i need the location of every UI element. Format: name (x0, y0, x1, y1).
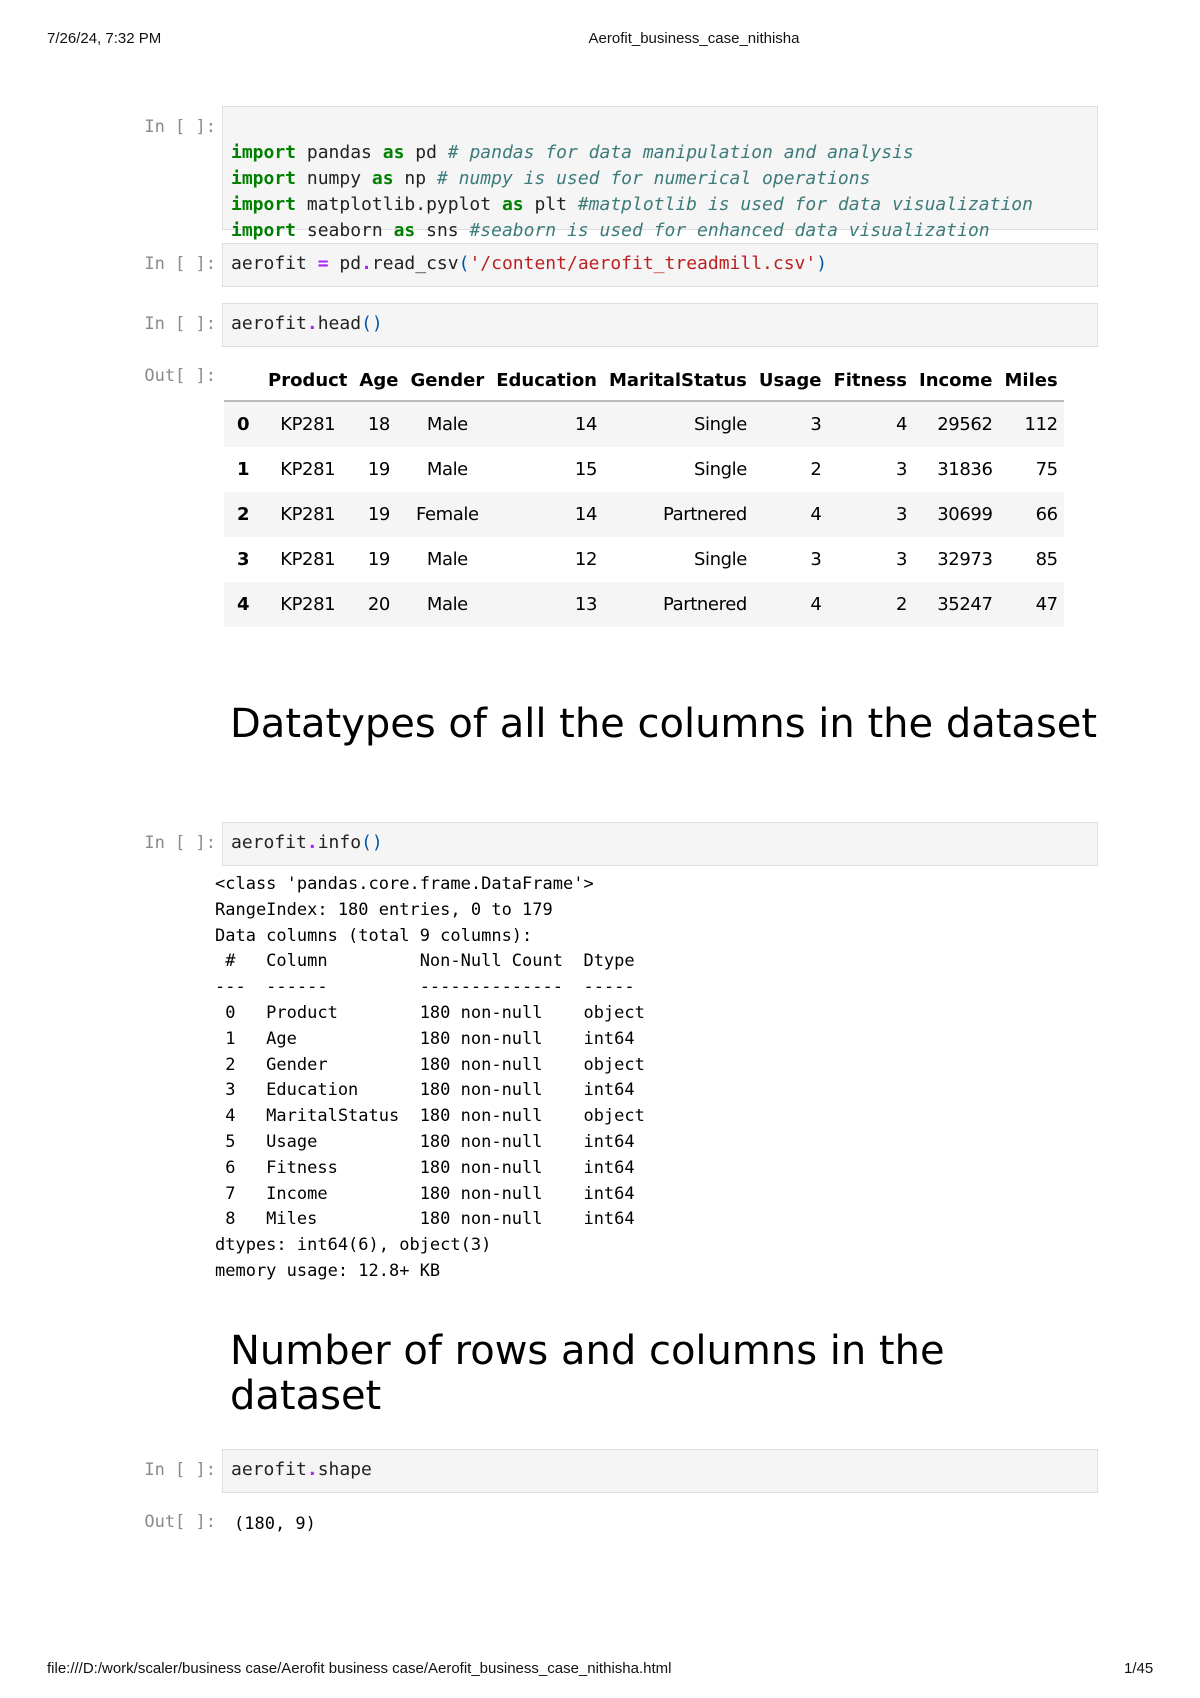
code-line: import seaborn as sns #seaborn is used for enhanced data visualization (231, 220, 990, 241)
table-header-row (224, 360, 1064, 401)
section-heading-shape: Number of rows and columns in the dataset (230, 1328, 945, 1419)
table-cell: 29562 (937, 414, 993, 435)
output-line: 2 Gender 180 non-null object (215, 1054, 645, 1075)
output-line: # Column Non-Null Count Dtype (215, 951, 645, 972)
output-line: dtypes: int64(6), object(3) (215, 1235, 492, 1256)
table-cell: 2 (895, 594, 907, 615)
column-header: Product (268, 369, 348, 391)
table-cell: 112 (1024, 414, 1058, 435)
table-cell: 2 (810, 459, 822, 480)
output-line: 8 Miles 180 non-null int64 (215, 1209, 645, 1230)
table-cell: 19 (367, 504, 390, 525)
table-cell: Single (693, 414, 747, 435)
table-cell: 3 (810, 414, 822, 435)
table-cell: 3 (810, 549, 822, 570)
column-header: MaritalStatus (609, 369, 747, 391)
code-line: import pandas as pd # pandas for data manipulation and analysis (231, 142, 914, 163)
output-line: 7 Income 180 non-null int64 (215, 1183, 645, 1204)
column-header: Age (359, 369, 399, 391)
output-line: 0 Product 180 non-null object (215, 1002, 645, 1023)
output-line: 1 Age 180 non-null int64 (215, 1028, 645, 1049)
code-cell-read-csv[interactable] (222, 243, 1098, 287)
code-cell-info[interactable] (222, 822, 1098, 866)
file-path: file:///D:/work/scaler/business case/Aerofit business case/Aerofit_business_case_nithisha.html (47, 1660, 672, 1677)
table-cell: Single (693, 549, 747, 570)
table-cell: Male (426, 594, 468, 615)
table-cell: 66 (1035, 504, 1058, 525)
row-index: 3 (236, 549, 250, 570)
input-prompt: In [ ]: (144, 833, 216, 853)
code-text: aerofit = pd.read_csv('/content/aerofit_treadmill.csv') (231, 253, 828, 274)
output-line: RangeIndex: 180 entries, 0 to 179 (215, 899, 553, 920)
table-cell: Partnered (662, 504, 747, 525)
table-cell: 31836 (937, 459, 993, 480)
table-cell: KP281 (280, 594, 336, 615)
table-cell: Single (693, 459, 747, 480)
table-row (224, 582, 1064, 627)
table-cell: 32973 (937, 549, 993, 570)
table-row (224, 447, 1064, 492)
row-index: 4 (236, 594, 250, 615)
index-header (224, 360, 262, 401)
output-prompt: Out[ ]: (144, 366, 216, 386)
head-dataframe-table (224, 360, 1064, 627)
table-cell: 85 (1035, 549, 1058, 570)
output-line: memory usage: 12.8+ KB (215, 1260, 441, 1281)
input-prompt: In [ ]: (144, 1460, 216, 1480)
table-cell: 47 (1035, 594, 1058, 615)
column-header: Income (919, 369, 993, 391)
table-cell: 15 (574, 459, 598, 480)
table-cell: KP281 (280, 549, 336, 570)
output-line: <class 'pandas.core.frame.DataFrame'> (215, 874, 594, 894)
table-cell: 19 (367, 549, 390, 570)
row-index: 2 (236, 504, 250, 525)
table-cell: Partnered (662, 594, 747, 615)
code-cell-head[interactable] (222, 303, 1098, 347)
table-cell: 4 (895, 414, 907, 435)
table-cell: 4 (810, 594, 822, 615)
input-prompt: In [ ]: (144, 117, 216, 137)
code-line: import matplotlib.pyplot as plt #matplotlib is used for data visualization (231, 194, 1033, 215)
row-index: 1 (236, 459, 250, 480)
column-header: Education (496, 369, 598, 391)
print-date: 7/26/24, 7:32 PM (47, 30, 162, 47)
section-heading-datatypes: Datatypes of all the columns in the dataset (230, 701, 1098, 747)
page-number: 1/45 (1124, 1660, 1154, 1677)
code-text: aerofit.head() (231, 313, 383, 334)
code-line: import numpy as np # numpy is used for numerical operations (231, 168, 871, 189)
table-cell: Male (426, 549, 468, 570)
column-header: Miles (1004, 369, 1058, 391)
table-cell: 3 (895, 549, 907, 570)
table-row (224, 537, 1064, 582)
table-cell: 3 (895, 459, 907, 480)
table-cell: 75 (1035, 459, 1058, 480)
table-cell: 4 (810, 504, 822, 525)
code-text: aerofit.shape (231, 1459, 372, 1480)
table-cell: 18 (367, 414, 390, 435)
table-cell: 13 (574, 594, 598, 615)
table-cell: 30699 (937, 504, 993, 525)
table-cell: Male (426, 459, 468, 480)
output-line: 4 MaritalStatus 180 non-null object (215, 1106, 645, 1127)
code-cell-shape[interactable] (222, 1449, 1098, 1493)
shape-output: (180, 9) (234, 1514, 316, 1534)
output-line: 6 Fitness 180 non-null int64 (215, 1157, 645, 1178)
table-cell: 14 (574, 504, 598, 525)
output-line: 5 Usage 180 non-null int64 (215, 1131, 645, 1152)
info-output (215, 872, 645, 1285)
table-cell: 35247 (937, 594, 993, 615)
table-cell: KP281 (280, 414, 336, 435)
table-cell: Female (416, 504, 479, 525)
column-header: Usage (758, 369, 822, 391)
table-cell: Male (426, 414, 468, 435)
document-title: Aerofit_business_case_nithisha (588, 30, 800, 47)
column-header: Fitness (833, 369, 907, 391)
input-prompt: In [ ]: (144, 254, 216, 274)
code-cell-imports[interactable] (222, 106, 1098, 241)
table-cell: 3 (895, 504, 907, 525)
table-cell: 19 (367, 459, 390, 480)
output-line: Data columns (total 9 columns): (215, 925, 533, 946)
column-header: Gender (410, 369, 485, 391)
table-cell: KP281 (280, 504, 336, 525)
input-prompt: In [ ]: (144, 314, 216, 334)
output-prompt: Out[ ]: (144, 1512, 216, 1532)
table-row (224, 492, 1064, 537)
table-cell: 20 (367, 594, 390, 615)
code-text: aerofit.info() (231, 832, 383, 853)
output-line: --- ------ -------------- ----- (215, 977, 645, 998)
table-cell: 14 (574, 414, 598, 435)
table-cell: KP281 (280, 459, 336, 480)
table-row (224, 401, 1064, 447)
row-index: 0 (236, 414, 250, 435)
output-line: 3 Education 180 non-null int64 (215, 1080, 645, 1101)
table-cell: 12 (574, 549, 598, 570)
